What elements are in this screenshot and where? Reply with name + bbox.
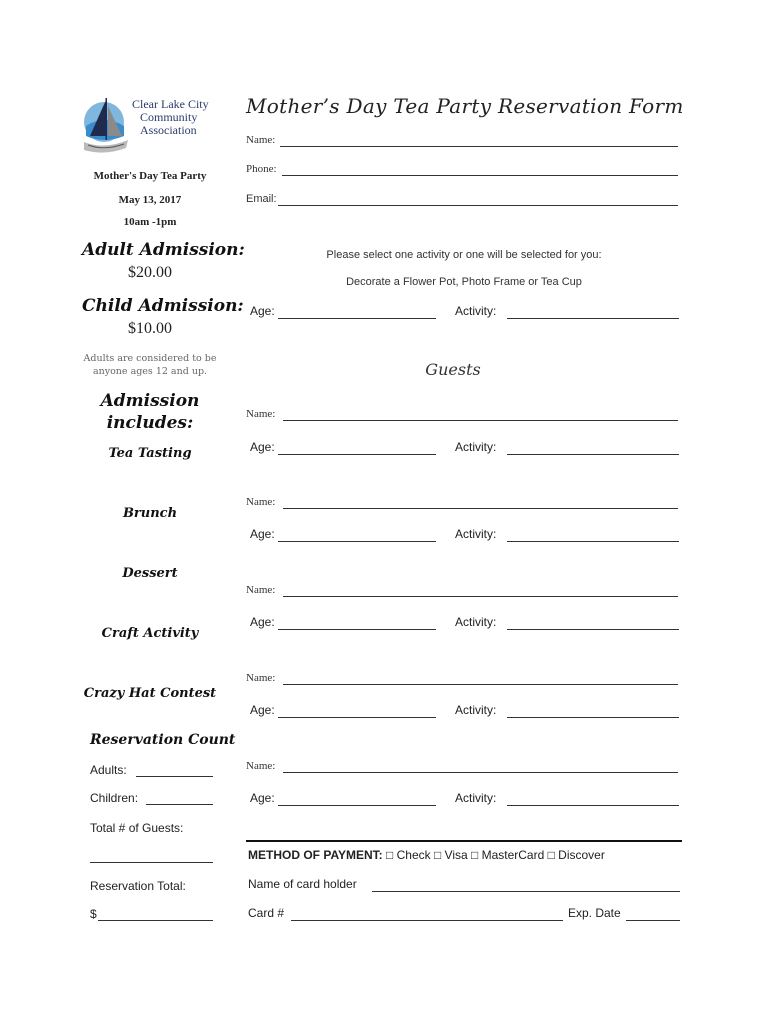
guest-3-name-field[interactable] [283,596,678,597]
guest-activity-label: Activity: [455,440,497,454]
email-label: Email: [246,193,277,205]
guest-activity-label: Activity: [455,703,497,717]
card-holder-label: Name of card holder [248,877,357,891]
child-admission-price: $10.00 [128,320,172,337]
guest-activity-label: Activity: [455,615,497,629]
total-guests-field[interactable] [90,862,213,863]
exp-date-field[interactable] [626,920,680,921]
form-title: Mother’s Day Tea Party Reservation Form [246,94,684,118]
guest-name-label: Name: [246,496,276,508]
reservation-total-label: Reservation Total: [90,879,186,893]
guest-4-name-field[interactable] [283,684,678,685]
guest-name-label: Name: [246,760,276,772]
guest-3-age-field[interactable] [278,629,436,630]
guest-2-name-field[interactable] [283,508,678,509]
guest-1-age-field[interactable] [278,454,436,455]
guest-4-activity-field[interactable] [507,717,679,718]
dollar-sign: $ [90,907,97,921]
include-item: Tea Tasting [108,446,192,461]
activity-options: Decorate a Flower Pot, Photo Frame or Tea Cup [346,276,582,288]
include-item: Dessert [122,566,178,581]
activity-instruction: Please select one activity or one will be selected for you: [326,249,602,261]
guest-5-name-field[interactable] [283,772,678,773]
reservation-total-field[interactable] [98,920,213,921]
guest-name-label: Name: [246,672,276,684]
guest-3-activity-field[interactable] [507,629,679,630]
guest-5-activity-field[interactable] [507,805,679,806]
guest-age-label: Age: [250,615,275,629]
include-item: Craft Activity [101,626,199,641]
guest-2-activity-field[interactable] [507,541,679,542]
child-admission-label: Child Admission: [82,296,244,316]
payment-method-label: METHOD OF PAYMENT: [248,848,383,862]
age-label: Age: [250,304,275,318]
children-count-field[interactable] [146,804,213,805]
includes-heading: Admission includes: [100,391,200,433]
guest-activity-label: Activity: [455,791,497,805]
association-logo [80,96,210,158]
activity-label: Activity: [455,304,497,318]
payment-method-row [248,848,605,862]
include-item: Brunch [122,506,178,521]
card-number-field[interactable] [291,920,563,921]
logo-line-1: Clear Lake City [132,97,209,111]
card-number-label: Card # [248,906,285,920]
logo-line-2: Community [140,110,198,124]
phone-label: Phone: [246,163,277,175]
guests-heading: Guests [425,360,481,379]
email-field[interactable] [278,205,678,206]
guest-5-age-field[interactable] [278,805,436,806]
name-label: Name: [246,134,276,146]
phone-field[interactable] [282,175,678,176]
adults-count-label: Adults: [90,763,127,777]
adult-admission-price: $20.00 [128,264,172,281]
guest-age-label: Age: [250,440,275,454]
age-field[interactable] [278,318,436,319]
guest-name-label: Name: [246,584,276,596]
payment-divider [246,840,682,842]
logo-line-3: Association [140,123,197,137]
adult-age-note: Adults are considered to be anyone ages 12 and up. [83,353,217,377]
guest-name-label: Name: [246,408,276,420]
event-name: Mother's Day Tea Party [93,170,207,182]
reservation-count-heading: Reservation Count [90,732,236,748]
adult-admission-label: Adult Admission: [82,240,245,260]
guest-2-age-field[interactable] [278,541,436,542]
total-guests-label: Total # of Guests: [90,821,184,835]
guest-age-label: Age: [250,527,275,541]
guest-4-age-field[interactable] [278,717,436,718]
adults-count-field[interactable] [136,776,213,777]
guest-1-name-field[interactable] [283,420,678,421]
sailboat-icon [80,96,136,158]
children-count-label: Children: [90,791,139,805]
name-field[interactable] [280,146,678,147]
event-time: 10am -1pm [123,216,177,228]
card-holder-field[interactable] [372,891,680,892]
payment-options[interactable]: □ Check □ Visa □ MasterCard □ Discover [386,848,605,862]
guest-activity-label: Activity: [455,527,497,541]
exp-date-label: Exp. Date [568,906,621,920]
guest-1-activity-field[interactable] [507,454,679,455]
include-item: Crazy Hat Contest [83,686,217,701]
activity-field[interactable] [507,318,679,319]
guest-age-label: Age: [250,791,275,805]
guest-age-label: Age: [250,703,275,717]
event-date: May 13, 2017 [118,194,182,206]
